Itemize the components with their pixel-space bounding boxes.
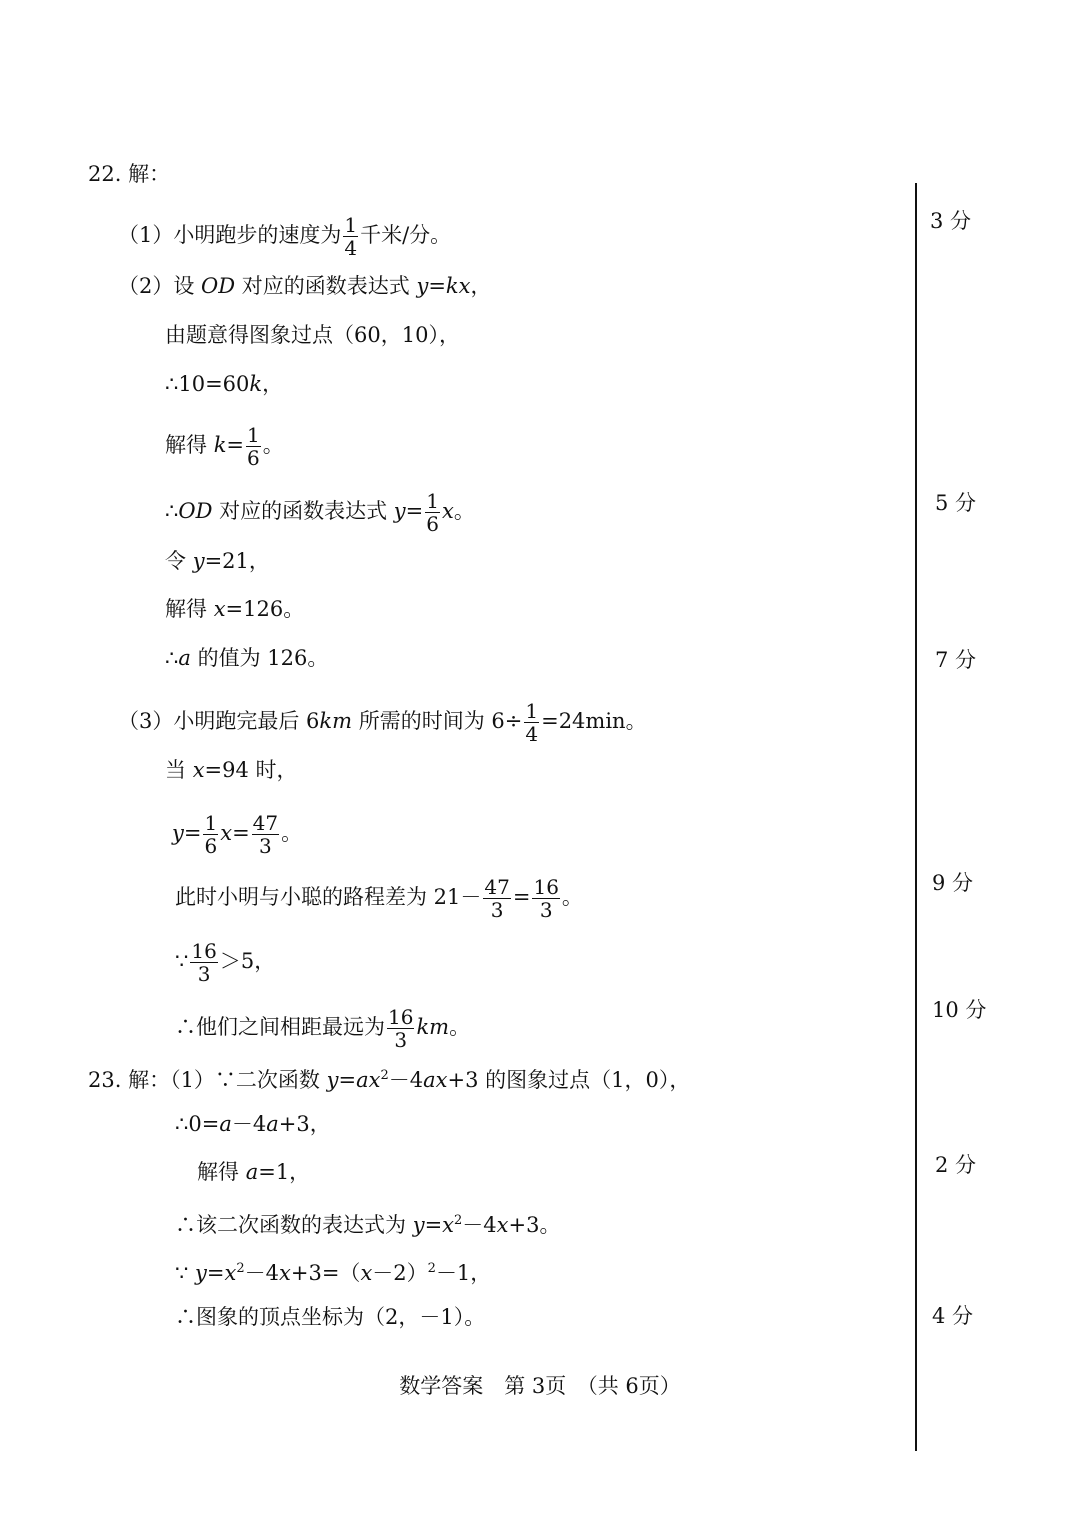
q22-line11: 当 x=94 时，: [165, 758, 298, 782]
q23-line2: ∴0=a－4a+3，: [175, 1112, 331, 1136]
score-4: 4 分: [932, 1304, 974, 1328]
q22-line12: y= $\frac{1}{6}$ x= $\frac{47}{3}$ 。: [172, 811, 303, 858]
q22-header: 22. 解：: [88, 162, 171, 186]
q23-line3: 解得 a=1，: [197, 1160, 311, 1184]
q22-line7: 令 y=21，: [165, 549, 270, 573]
score-10: 10 分: [932, 998, 987, 1022]
fraction: $\frac{1}{6}$: [426, 489, 440, 536]
fraction: $\frac{1}{4}$: [525, 699, 539, 746]
q23-line5: ∵ $y=x^2-4x+3=(x-2)^2-1$，: [175, 1261, 492, 1285]
q22-line6: ∴OD 对应的函数表达式 y= $\frac{1}{6}$ x。: [165, 489, 475, 536]
fraction: $\frac{16}{3}$: [533, 875, 559, 922]
q22-line4: ∴10=60k，: [165, 372, 284, 396]
page-footer: 数学答案 第 3页 （共 6页）: [399, 1374, 681, 1398]
q22-part3: （3）小明跑完最后 6km 所需的时间为 6÷ $\frac{1}{4}$ =24min。: [118, 699, 647, 746]
score-7: 7 分: [935, 648, 977, 672]
fraction: $\frac{47}{3}$: [484, 875, 510, 922]
score-9: 9 分: [932, 871, 974, 895]
q22-part1: （1）小明跑步的速度为 $\frac{1}{4}$ 千米/分。: [118, 213, 452, 260]
score-column-rule: [915, 183, 917, 1451]
q22-line15: ∴他们之间相距最远为 $\frac{16}{3}$ km。: [175, 1005, 471, 1052]
q23-line6: ∴图象的顶点坐标为（2，－1）。: [175, 1305, 486, 1329]
fraction: $\frac{1}{4}$: [344, 213, 358, 260]
fraction: $\frac{1}{6}$: [247, 423, 260, 470]
q22-line5: 解得 k= $\frac{1}{6}$ 。: [165, 423, 284, 470]
fraction: $\frac{16}{3}$: [191, 939, 217, 986]
score-5: 5 分: [935, 491, 977, 515]
score-3: 3 分: [930, 209, 972, 233]
fraction: $\frac{1}{6}$: [204, 811, 218, 858]
q23-line4: ∴该二次函数的表达式为 $y=x^2-4x+3$。: [175, 1213, 561, 1237]
q22-line8: 解得 x=126。: [165, 597, 305, 621]
score-2: 2 分: [935, 1153, 977, 1177]
q22-line3: 由题意得图象过点（60，10），: [165, 323, 460, 347]
q22-line14: ∵ $\frac{16}{3}$ ＞5，: [175, 939, 276, 986]
fraction: $\frac{16}{3}$: [388, 1005, 414, 1052]
q22-part2: （2）设 OD 对应的函数表达式 y=kx，: [118, 274, 492, 298]
q23-line1: 23. 解：（1）∵二次函数 $y=ax^2-4ax+3$ 的图象过点（1，0），: [88, 1068, 691, 1092]
fraction: $\frac{47}{3}$: [252, 811, 279, 858]
q22-line9: ∴a 的值为 126。: [165, 646, 329, 670]
q22-line13: 此时小明与小聪的路程差为 21－ $\frac{47}{3}$ = $\frac{16}{3}$ 。: [175, 875, 583, 922]
